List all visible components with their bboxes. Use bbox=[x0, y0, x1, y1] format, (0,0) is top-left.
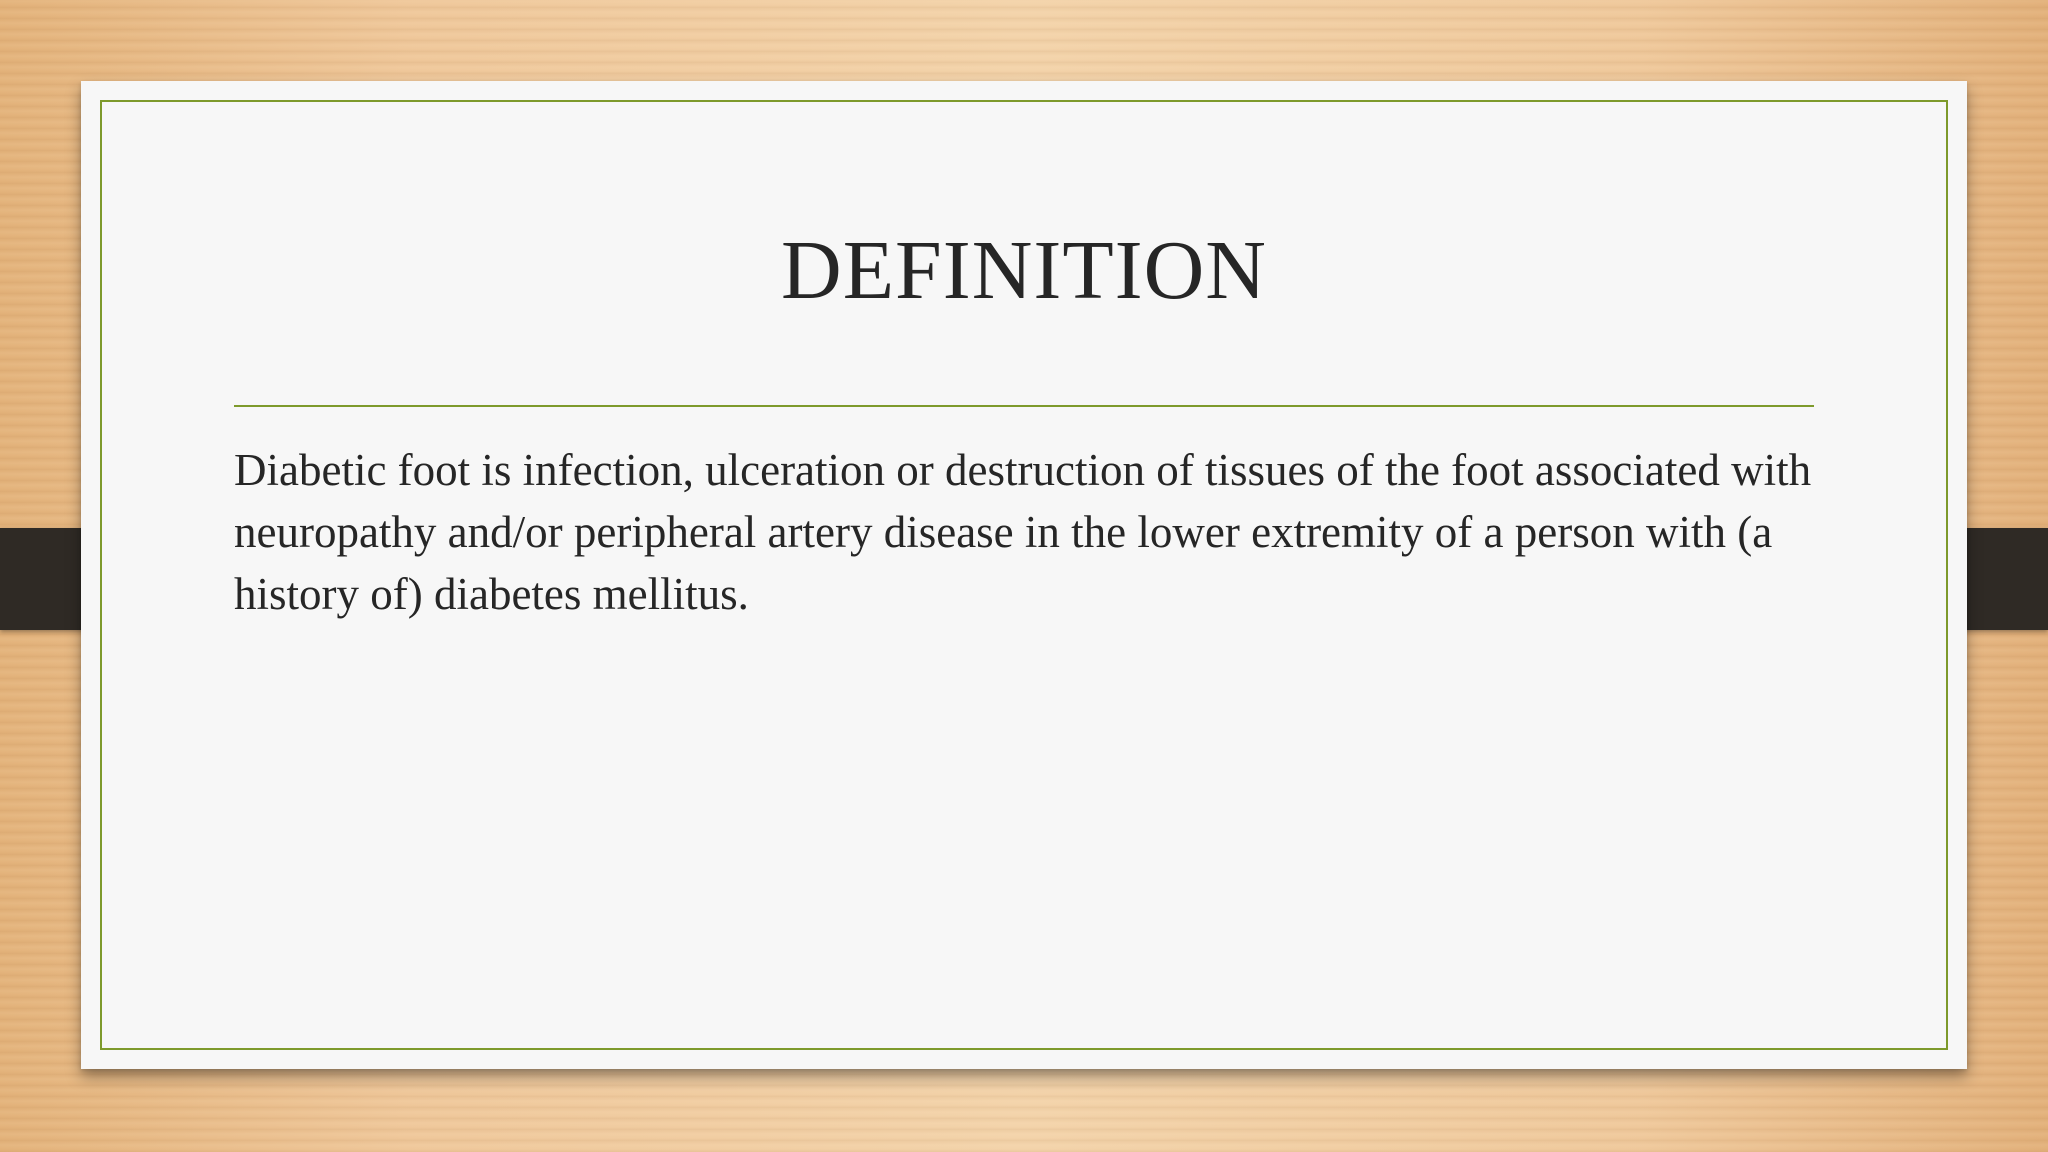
slide-title: DEFINITION bbox=[781, 224, 1267, 317]
title-divider bbox=[234, 405, 1814, 407]
slide-card bbox=[81, 81, 1967, 1069]
slide-body-text: Diabetic foot is infection, ulceration or destruction of tissues of the foot associated with neuropathy and/or peripheral artery disease in the lower extremity of a person with (a history of) diabetes mellitus. bbox=[234, 445, 1812, 619]
